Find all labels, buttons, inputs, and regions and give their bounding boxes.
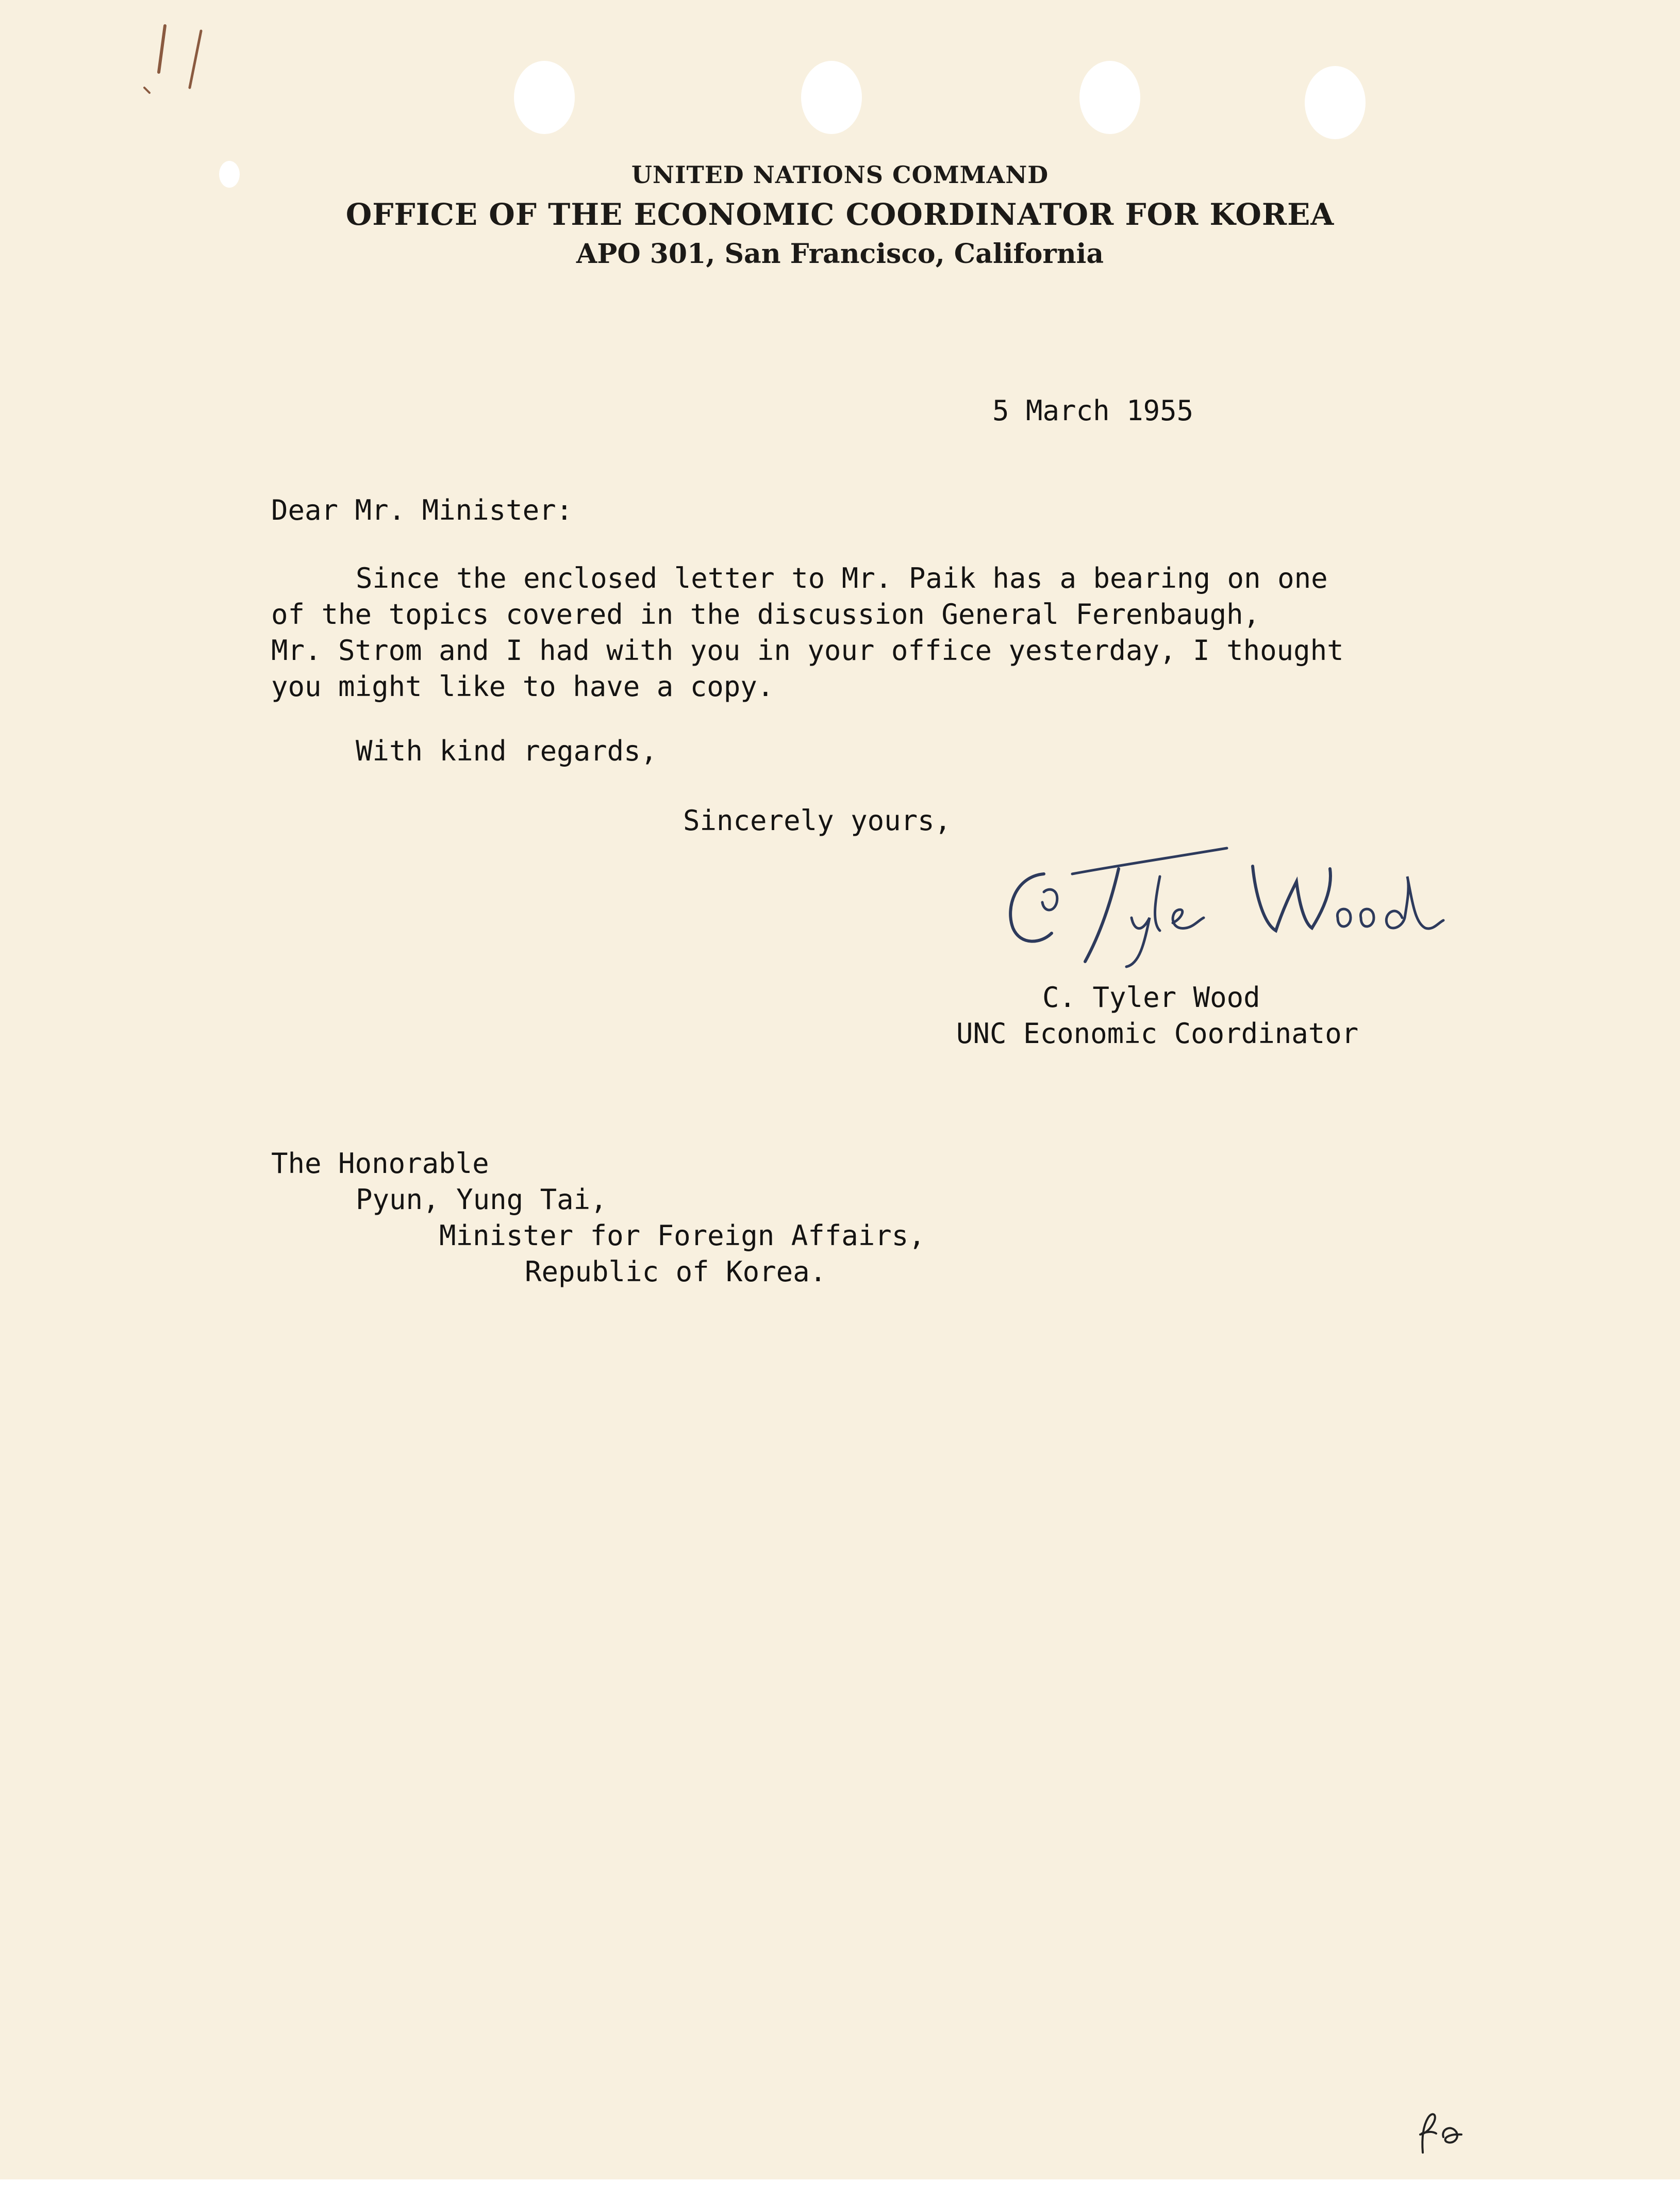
letterhead-organization: UNITED NATIONS COMMAND bbox=[631, 161, 1049, 189]
addressee-line: The Honorable bbox=[271, 1147, 489, 1180]
closing: Sincerely yours, bbox=[683, 804, 952, 837]
letter-date: 5 March 1955 bbox=[992, 394, 1194, 427]
addressee-line: Pyun, Yung Tai, bbox=[356, 1183, 607, 1216]
scan-bottom-edge bbox=[0, 2179, 1680, 2200]
punch-hole bbox=[514, 61, 575, 134]
punch-hole bbox=[1305, 66, 1366, 139]
salutation: Dear Mr. Minister: bbox=[271, 494, 573, 526]
body-line: Since the enclosed letter to Mr. Paik has a bearing on one bbox=[356, 562, 1328, 594]
body-line: of the topics covered in the discussion General Ferenbaugh, bbox=[271, 598, 1260, 631]
handwritten-initials bbox=[1412, 2109, 1474, 2155]
signer-title: UNC Economic Coordinator bbox=[956, 1017, 1359, 1050]
body-line: Mr. Strom and I had with you in your office yesterday, I thought bbox=[271, 634, 1344, 667]
letterhead-address: APO 301, San Francisco, California bbox=[576, 238, 1104, 270]
signer-name: C. Tyler Wood bbox=[1042, 981, 1260, 1014]
addressee-line: Minister for Foreign Affairs, bbox=[439, 1219, 925, 1252]
punch-hole bbox=[1079, 61, 1140, 134]
addressee-line: Republic of Korea. bbox=[525, 1255, 827, 1288]
regards-line: With kind regards, bbox=[356, 735, 658, 767]
punch-hole bbox=[801, 61, 862, 134]
body-line: you might like to have a copy. bbox=[271, 670, 774, 703]
handwritten-signature bbox=[995, 846, 1469, 969]
letterhead-office: OFFICE OF THE ECONOMIC COORDINATOR FOR KOREA bbox=[345, 197, 1335, 232]
